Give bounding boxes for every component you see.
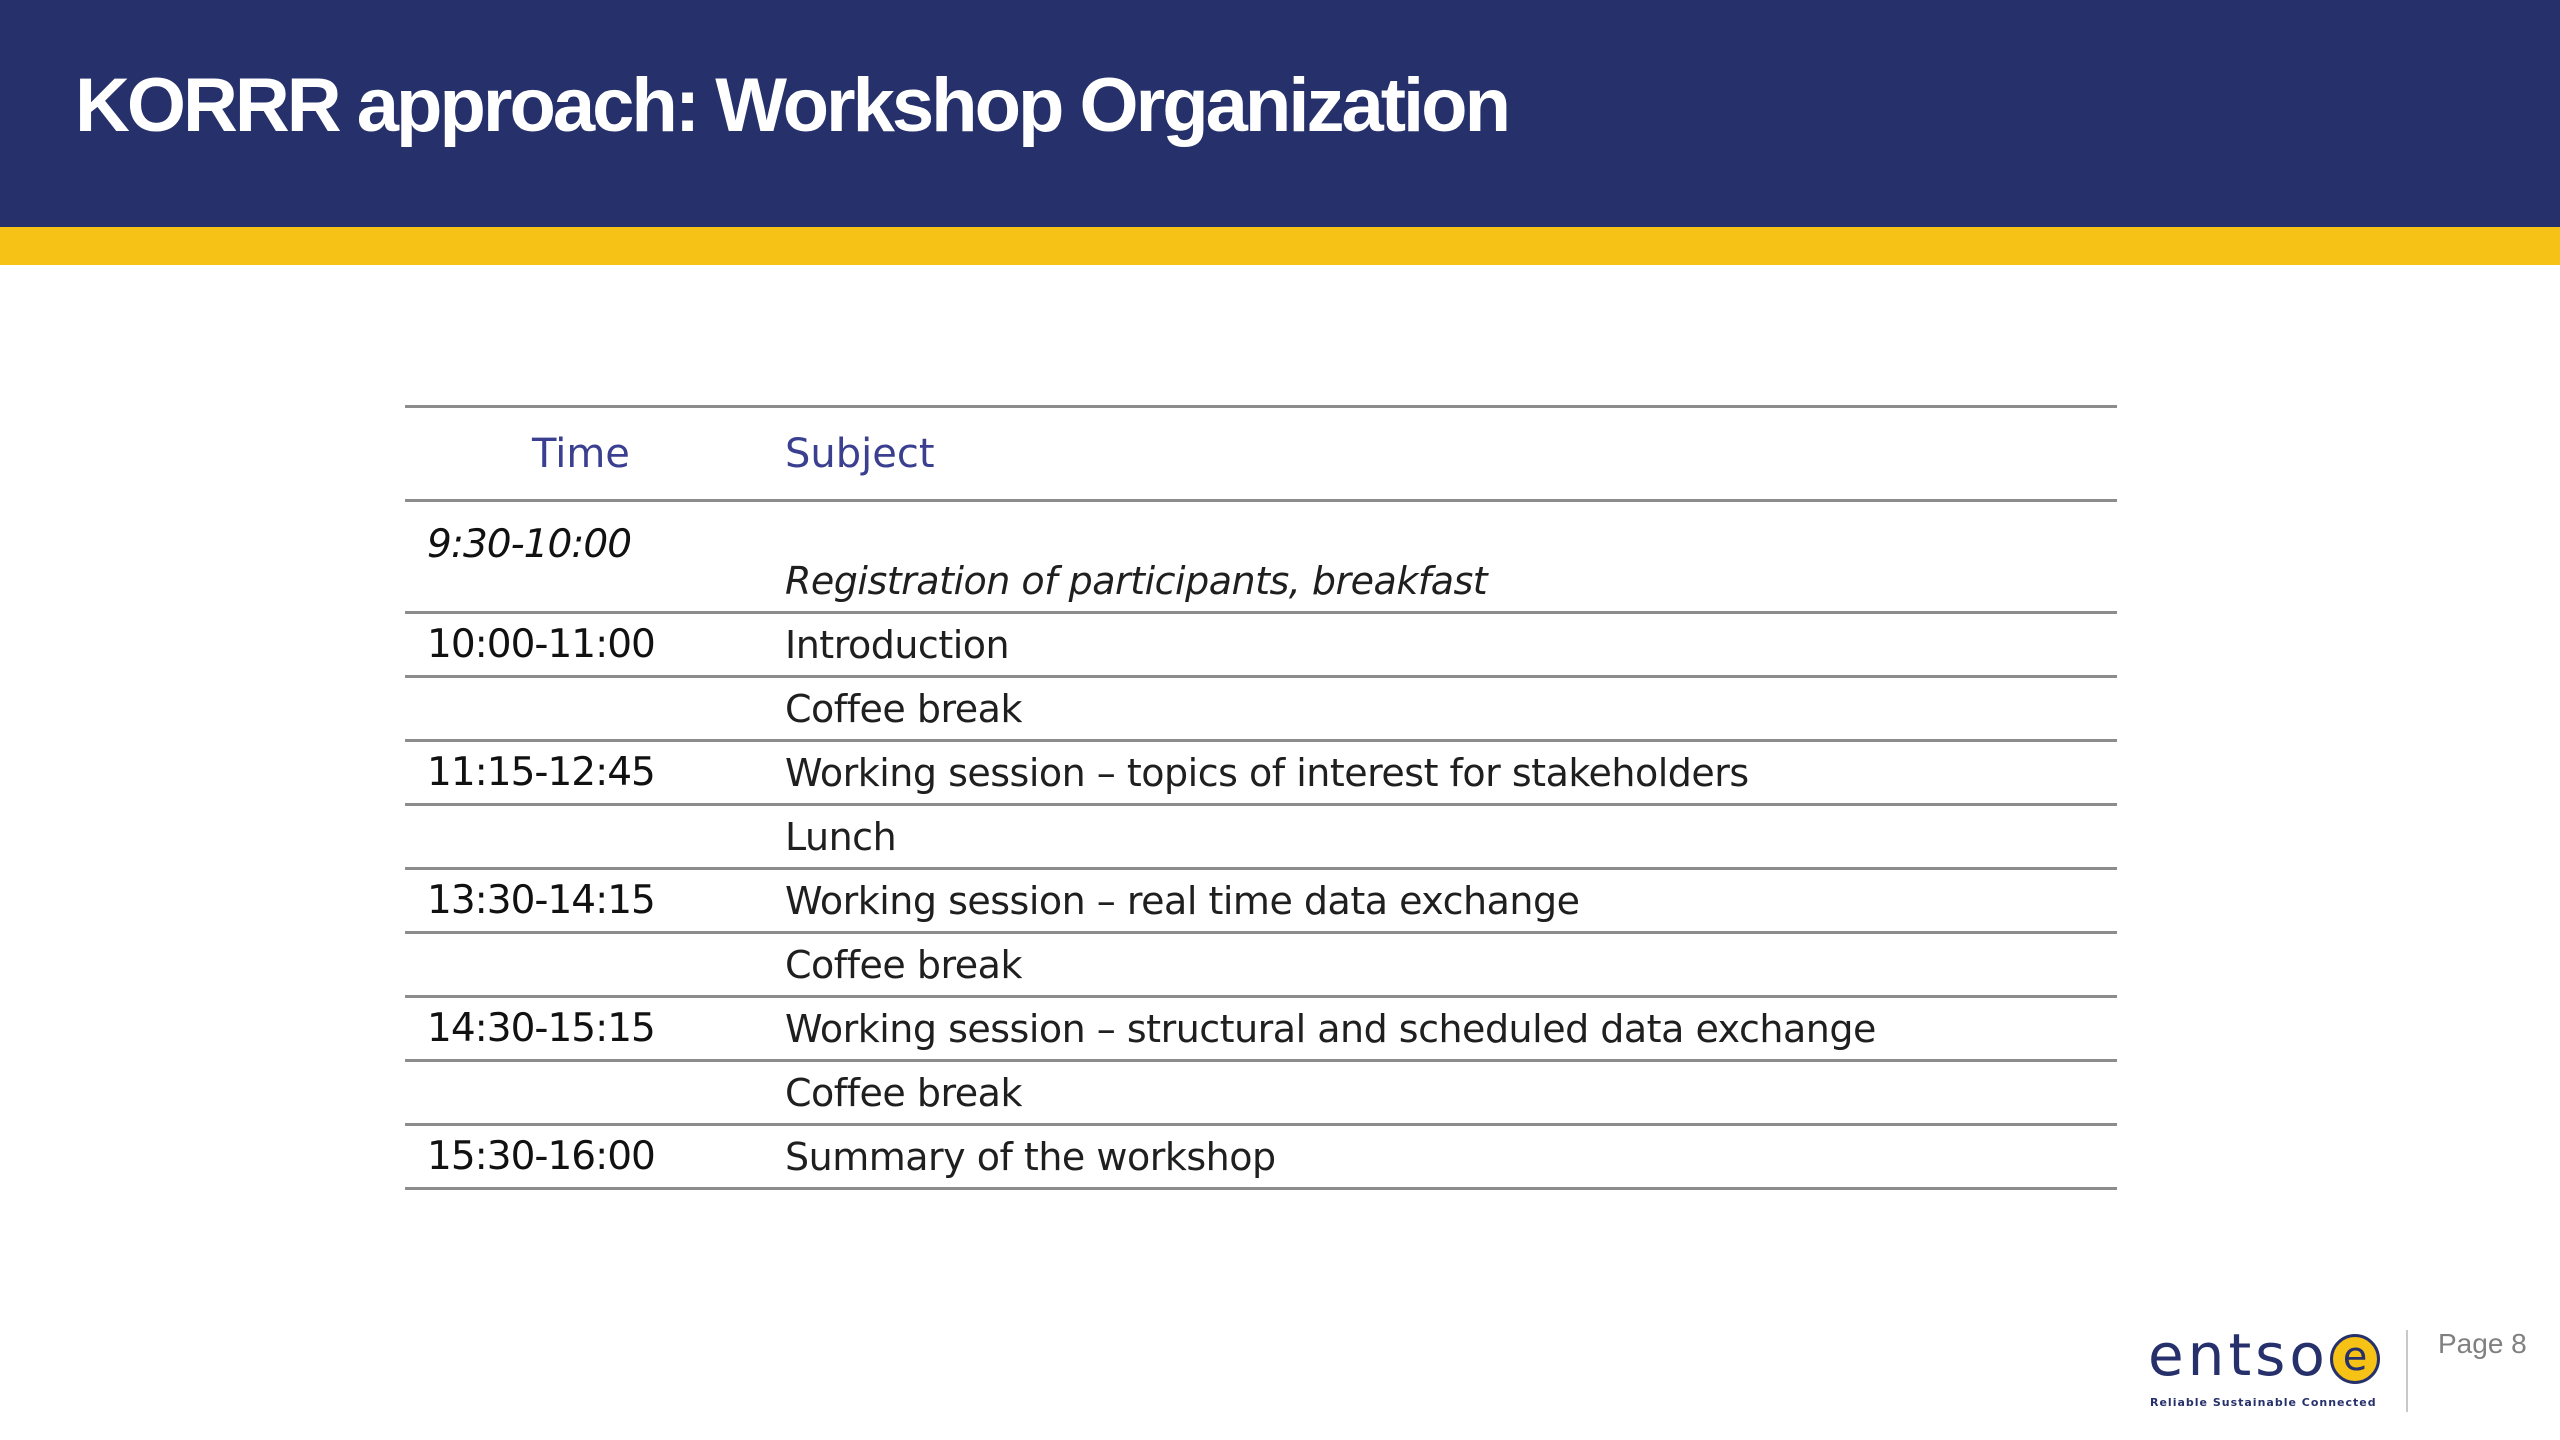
logo-wordmark: entso — [2148, 1321, 2329, 1389]
table-row — [405, 933, 2117, 997]
logo-circle-icon — [2330, 1334, 2380, 1384]
column-header-time: Time — [532, 430, 630, 477]
subject-cell: Registration of participants, breakfast — [785, 559, 1488, 603]
subject-cell: Lunch — [785, 814, 897, 859]
accent-stripe — [0, 227, 2560, 265]
time-cell: 11:15-12:45 — [427, 750, 655, 795]
time-cell: 14:30-15:15 — [427, 1006, 655, 1051]
table-row — [405, 805, 2117, 869]
subject-cell: Introduction — [785, 622, 1010, 667]
time-cell — [405, 805, 760, 869]
logo-tagline: Reliable Sustainable Connected — [2150, 1396, 2377, 1409]
time-cell — [405, 677, 760, 741]
subject-cell: Working session – structural and scheduled data exchange — [785, 1006, 1876, 1051]
time-cell: 9:30-10:00 — [427, 522, 632, 567]
table-row — [405, 1125, 2117, 1189]
agenda-table — [405, 405, 2117, 1190]
subject-cell: Working session – topics of interest for stakeholders — [785, 750, 1749, 795]
table-row — [405, 997, 2117, 1061]
time-cell — [405, 1061, 760, 1125]
time-cell: 15:30-16:00 — [427, 1134, 655, 1179]
table-header-row — [405, 407, 2117, 501]
time-cell: 10:00-11:00 — [427, 622, 655, 667]
table-row — [405, 613, 2117, 677]
footer-divider — [2406, 1330, 2408, 1412]
table-row — [405, 1061, 2117, 1125]
subject-cell: Coffee break — [785, 942, 1022, 987]
slide-title: KORRR approach: Workshop Organization — [75, 63, 1509, 148]
subject-cell: Coffee break — [785, 1070, 1022, 1115]
subject-cell: Summary of the workshop — [785, 1134, 1276, 1179]
table-row — [405, 501, 2117, 613]
time-cell — [405, 933, 760, 997]
page-number: Page 8 — [2438, 1328, 2527, 1359]
table-row — [405, 741, 2117, 805]
logo-mark: e — [2342, 1334, 2368, 1380]
table-row — [405, 677, 2117, 741]
subject-cell: Working session – real time data exchange — [785, 878, 1580, 923]
table-row — [405, 869, 2117, 933]
subject-cell: Coffee break — [785, 686, 1022, 731]
time-cell: 13:30-14:15 — [427, 878, 655, 923]
entsoe-logo — [2140, 1318, 2400, 1418]
column-header-subject: Subject — [785, 430, 935, 477]
